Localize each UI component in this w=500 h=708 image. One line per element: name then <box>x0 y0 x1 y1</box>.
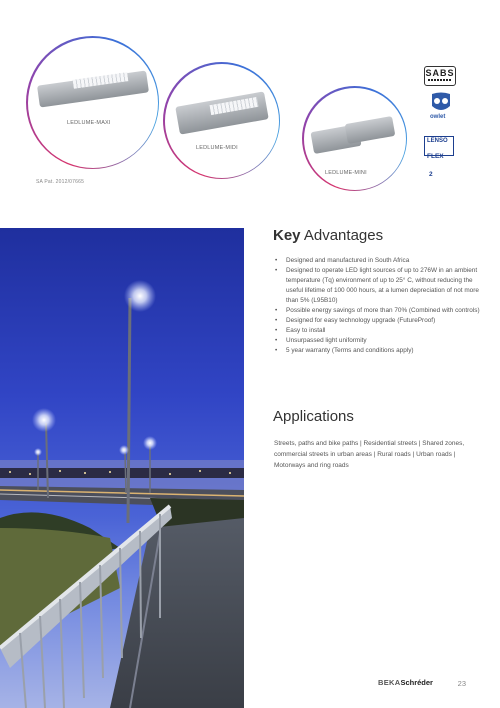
owlet-logo <box>426 92 456 122</box>
list-item: • Designed and manufactured in South Africa <box>275 256 480 266</box>
list-item: • Unsurpassed light uniformity <box>275 336 480 346</box>
applications-text: Streets, paths and bike paths | Residential streets | Shared zones, commercial streets in urban areas | Rural roads | Urban roads | Motorways and ring roads <box>274 440 465 469</box>
beka-logo-text: BEKA <box>378 678 401 687</box>
product-label-midi: LEDLUME-MIDI <box>196 145 238 151</box>
sabs-logo <box>424 66 456 86</box>
product-label-maxi: LEDLUME-MAXI <box>67 120 111 126</box>
luminaire-maxi-image <box>37 70 149 107</box>
schreder-logo-text: Schréder <box>400 678 433 687</box>
street-scene-illustration <box>0 228 244 708</box>
sabs-logo-text: SABS <box>425 68 455 78</box>
key-advantages-list <box>275 256 480 356</box>
sa-patent-note: SA Pat. 2012/07665 <box>36 179 85 185</box>
product-circle-midi <box>163 62 280 179</box>
street-lighting-photo <box>0 228 244 708</box>
flex-logo-text: FLEX <box>427 153 444 160</box>
sabs-logo-stripe <box>428 79 452 81</box>
luminaire-mini-image-b <box>344 115 395 143</box>
list-item: • Easy to install <box>275 326 480 336</box>
list-item: • Designed to operate LED light sources of up to 276W in an ambient temperature (Tq) environment of up to 25° C, without reducing the useful lifetime of 100 000 hours, at a lumen depreciation of not more than 5% (L95B10) <box>275 266 480 306</box>
owlet-logo-text: owlet <box>430 114 446 120</box>
lenso-logo-text: LENSO <box>427 138 448 144</box>
beka-schreder-logo <box>378 678 433 688</box>
lensoflex-logo <box>424 136 454 178</box>
key-advantages-heading <box>273 227 383 244</box>
page-number: 23 <box>457 679 466 688</box>
product-circle-maxi <box>26 36 159 169</box>
list-item: • Designed for easy technology upgrade (FutureProof) <box>275 316 480 326</box>
list-item: • 5 year warranty (Terms and conditions apply) <box>275 346 480 356</box>
list-item: • Possible energy savings of more than 70% (Combined with controls) <box>275 306 480 316</box>
flex-logo-number: 2 <box>429 171 433 178</box>
product-label-mini: LEDLUME-MINI <box>325 170 367 176</box>
owl-icon <box>426 92 456 114</box>
key-advantages-heading-rest: Advantages <box>300 227 384 244</box>
key-advantages-heading-bold: Key <box>273 227 301 244</box>
applications-heading: Applications <box>273 408 354 425</box>
